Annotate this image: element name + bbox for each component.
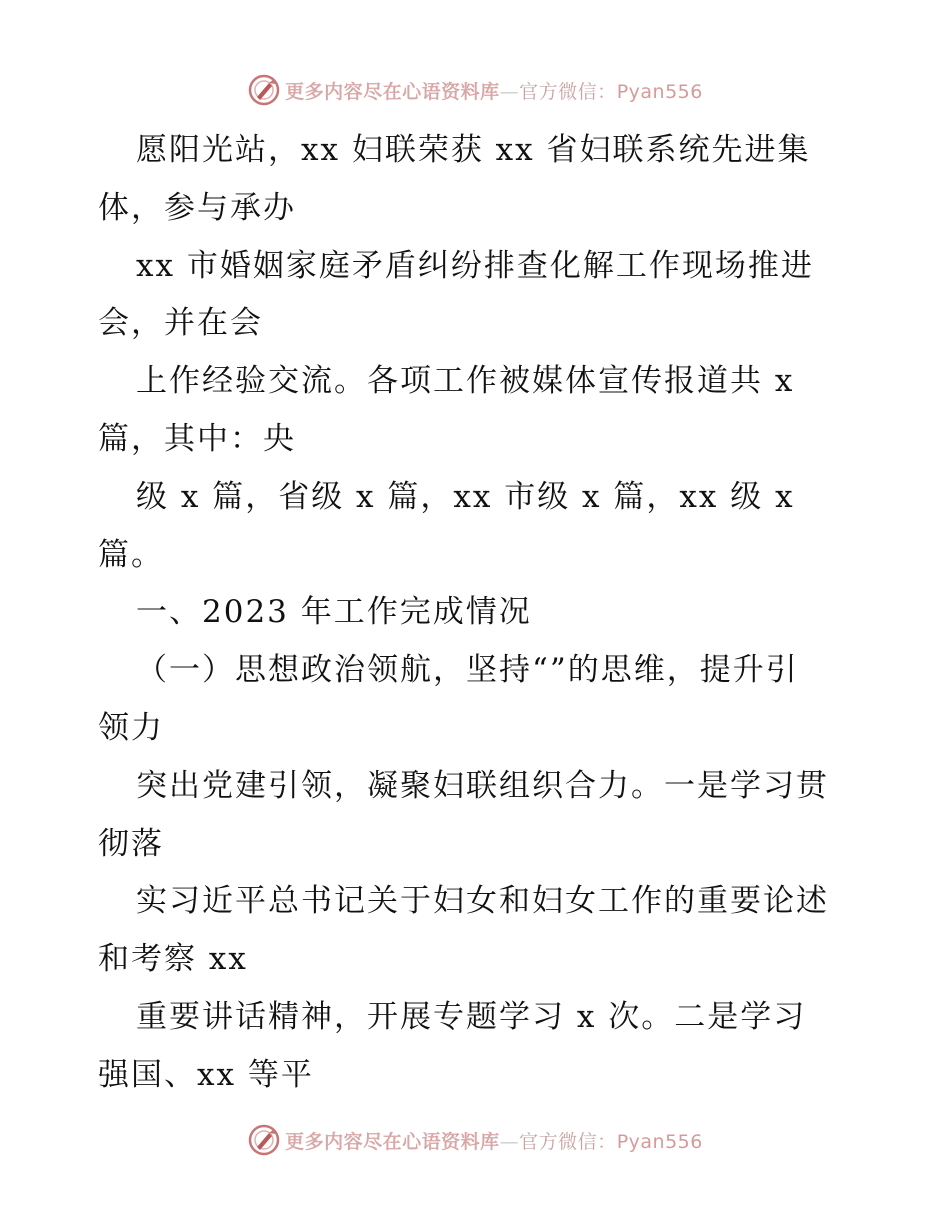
subsection-heading: （一）思想政治领航，坚持“”的思维，提升引 [136, 652, 799, 689]
text-line: 突出党建引领，凝聚妇联组织合力。一是学习贯 [136, 767, 829, 804]
text-line: 彻落 [98, 825, 164, 862]
section-heading: 一、2023 年工作完成情况 [136, 594, 532, 631]
watermark-wx-label: 官方微信： [519, 80, 617, 103]
watermark-wx-id: Pyan556 [616, 1130, 703, 1153]
watermark-sep: — [499, 1130, 520, 1153]
watermark-banner-top [0, 70, 950, 110]
text-line: 愿阳光站，xx 妇联荣获 xx 省妇联系统先进集 [136, 132, 811, 168]
watermark-main: 更多内容尽在心语资料库 [285, 1130, 500, 1153]
text-line: 篇，其中：央 [98, 420, 296, 457]
text-line: 上作经验交流。各项工作被媒体宣传报道共 x [136, 363, 795, 400]
watermark-sep: — [499, 80, 520, 103]
text-line: 级 x 篇，省级 x 篇，xx 市级 x 篇，xx 级 x [136, 478, 795, 515]
text-line: xx 市婚姻家庭矛盾纠纷排查化解工作现场推进 [136, 247, 814, 284]
text-line: 领力 [98, 709, 164, 746]
watermark-text [285, 1127, 703, 1154]
pen-nib-logo-icon [247, 1123, 281, 1157]
watermark-banner-bottom [0, 1120, 950, 1160]
text-line: 体，参与承办 [98, 189, 296, 226]
watermark-wx-label: 官方微信： [519, 1130, 617, 1153]
document-body [98, 122, 858, 1105]
text-line: 和考察 xx [98, 941, 248, 978]
text-line: 重要讲话精神，开展专题学习 x 次。二是学习 [136, 998, 807, 1035]
watermark-wx-id: Pyan556 [616, 80, 703, 103]
watermark-text [285, 77, 703, 104]
text-line: 实习近平总书记关于妇女和妇女工作的重要论述 [136, 883, 829, 920]
text-line: 会，并在会 [98, 305, 263, 342]
watermark-main: 更多内容尽在心语资料库 [285, 80, 500, 103]
text-line: 强国、xx 等平 [98, 1056, 314, 1093]
pen-nib-logo-icon [247, 73, 281, 107]
text-line: 篇。 [98, 536, 164, 573]
